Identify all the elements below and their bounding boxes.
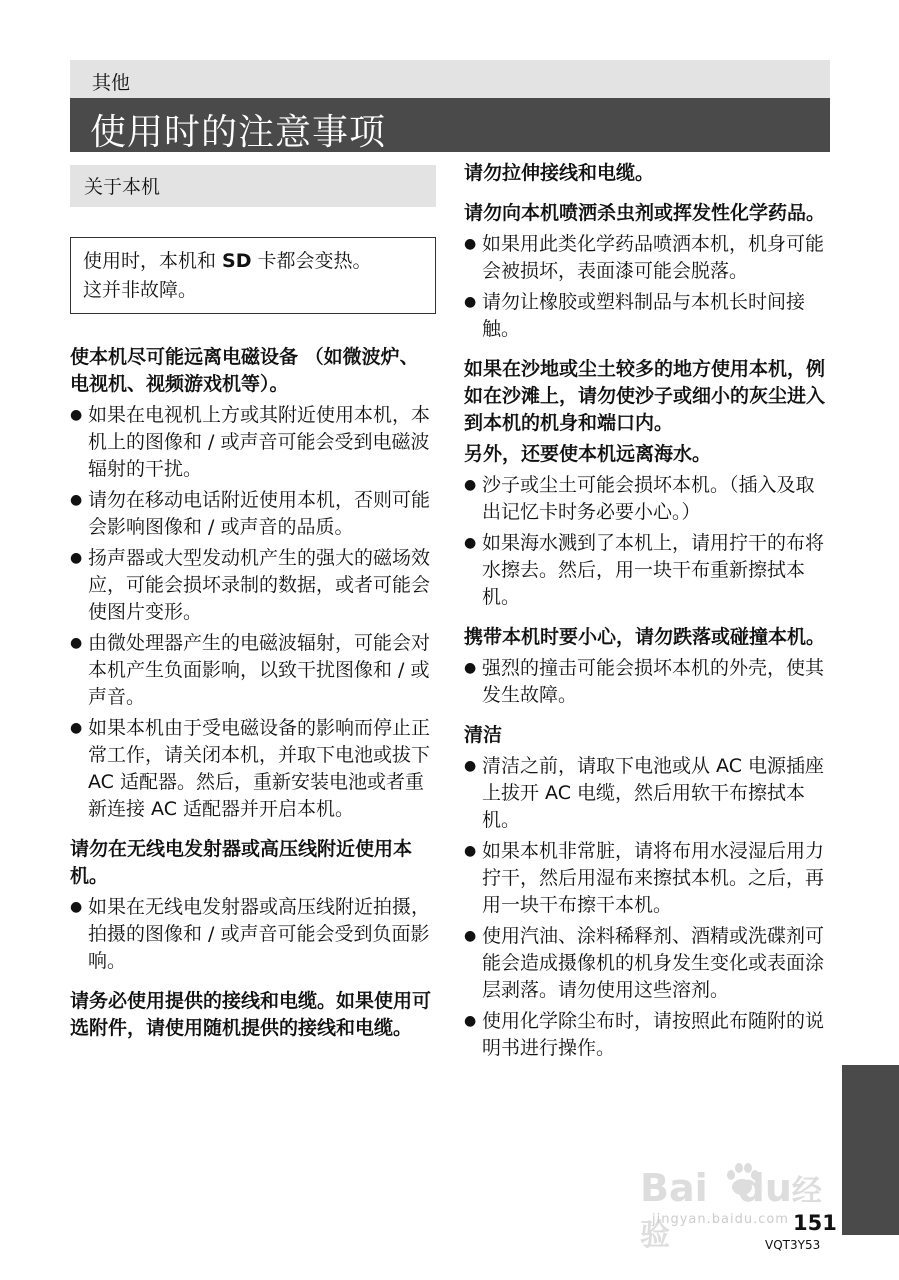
bullet-item: ● 如果海水溅到了本机上，请用拧干的布将水擦去。然后，用一块干布重新擦拭本机。 xyxy=(464,530,830,611)
left-column xyxy=(70,165,436,1055)
bullet-item: ● 如果用此类化学药品喷洒本机，机身可能会被损坏，表面漆可能会脱落。 xyxy=(464,231,830,285)
bullet-item: ● 扬声器或大型发动机产生的强大的磁场效应，可能会损坏录制的数据，或者可能会使图片变形。 xyxy=(70,545,436,626)
note-box xyxy=(70,237,436,314)
bullet-item: ● 请勿让橡胶或塑料制品与本机长时间接触。 xyxy=(464,289,830,343)
section-block xyxy=(464,356,830,611)
note-line-2: 这并非故障。 xyxy=(83,279,198,301)
bullet-item: ● 由微处理器产生的电磁波辐射，可能会对本机产生负面影响，以致干扰图像和 / 或声音。 xyxy=(70,630,436,711)
block-heading: 请勿向本机喷洒杀虫剂或挥发性化学药品。 xyxy=(464,202,826,224)
section-block xyxy=(70,344,436,823)
block-heading: 清洁 xyxy=(464,724,503,746)
note-text: 使用时，本机和 xyxy=(83,250,223,272)
section-block xyxy=(464,722,830,1062)
watermark-logo-part: Bai xyxy=(640,1166,708,1210)
section-bar xyxy=(70,60,830,98)
bullet-item: ● 使用化学除尘布时，请按照此布随附的说明书进行操作。 xyxy=(464,1008,830,1062)
block-heading: 另外，还要使本机远离海水。 xyxy=(464,443,712,465)
right-column xyxy=(464,160,830,1075)
subheading: 关于本机 xyxy=(84,176,161,198)
section-block xyxy=(70,836,436,975)
page-code: VQT3Y53 xyxy=(765,1238,821,1252)
section-block xyxy=(464,160,830,187)
bullet-item: ● 如果在电视机上方或其附近使用本机，本机上的图像和 / 或声音可能会受到电磁波辐射的干扰。 xyxy=(70,402,436,483)
watermark-logo-part: du xyxy=(737,1166,792,1210)
subheading-bar xyxy=(70,165,436,207)
bullet-item: ● 清洁之前，请取下电池或从 AC 电源插座上拔开 AC 电缆，然后用软干布擦拭本机。 xyxy=(464,753,830,834)
bullet-item: ● 如果本机由于受电磁设备的影响而停止正常工作，请关闭本机，并取下电池或拔下 AC 适配器。然后，重新安装电池或者重新连接 AC 适配器并开启本机。 xyxy=(70,715,436,823)
watermark-logo-part: 经验 xyxy=(640,1174,822,1253)
block-heading: 请务必使用提供的接线和电缆。如果使用可选附件，请使用随机提供的接线和电缆。 xyxy=(70,990,432,1039)
bullet-item: ● 如果本机非常脏，请将布用水浸湿后用力拧干，然后用湿布来擦拭本机。之后，再用一块干布擦干本机。 xyxy=(464,838,830,919)
bullet-item: ● 沙子或尘土可能会损坏本机。（插入及取出记忆卡时务必要小心。） xyxy=(464,472,830,526)
section-block xyxy=(70,988,436,1042)
page-title: 使用时的注意事项 xyxy=(90,112,387,153)
title-bar xyxy=(70,98,830,152)
side-tab xyxy=(842,1065,899,1235)
bullet-item: ● 请勿在移动电话附近使用本机，否则可能会影响图像和 / 或声音的品质。 xyxy=(70,487,436,541)
block-heading: 请勿在无线电发射器或高压线附近使用本机。 xyxy=(70,838,413,887)
bullet-item: ● 如果在无线电发射器或高压线附近拍摄，拍摄的图像和 / 或声音可能会受到负面影响。 xyxy=(70,894,436,975)
block-heading: 使本机尽可能远离电磁设备 （如微波炉、电视机、视频游戏机等）。 xyxy=(70,346,419,395)
block-heading: 如果在沙地或尘土较多的地方使用本机，例如在沙滩上，请勿使沙子或细小的灰尘进入到本机的机身和端口内。 xyxy=(464,358,826,434)
bullet-item: ● 使用汽油、涂料稀释剂、酒精或洗碟剂可能会造成摄像机的机身发生变化或表面涂层剥落。请勿使用这些溶剂。 xyxy=(464,923,830,1004)
note-line-1 xyxy=(83,247,423,276)
watermark-url: jingyan.baidu.com xyxy=(652,1212,789,1227)
note-highlight: SD xyxy=(222,250,252,272)
page-number: 151 xyxy=(793,1211,837,1235)
section-label: 其他 xyxy=(92,72,131,94)
note-text: 卡都会变热。 xyxy=(251,250,372,272)
bullet-item: ● 强烈的撞击可能会损坏本机的外壳，使其发生故障。 xyxy=(464,655,830,709)
block-heading: 携带本机时要小心，请勿跌落或碰撞本机。 xyxy=(464,626,826,648)
section-block xyxy=(464,200,830,343)
section-block xyxy=(464,624,830,709)
block-heading: 请勿拉伸接线和电缆。 xyxy=(464,162,655,184)
